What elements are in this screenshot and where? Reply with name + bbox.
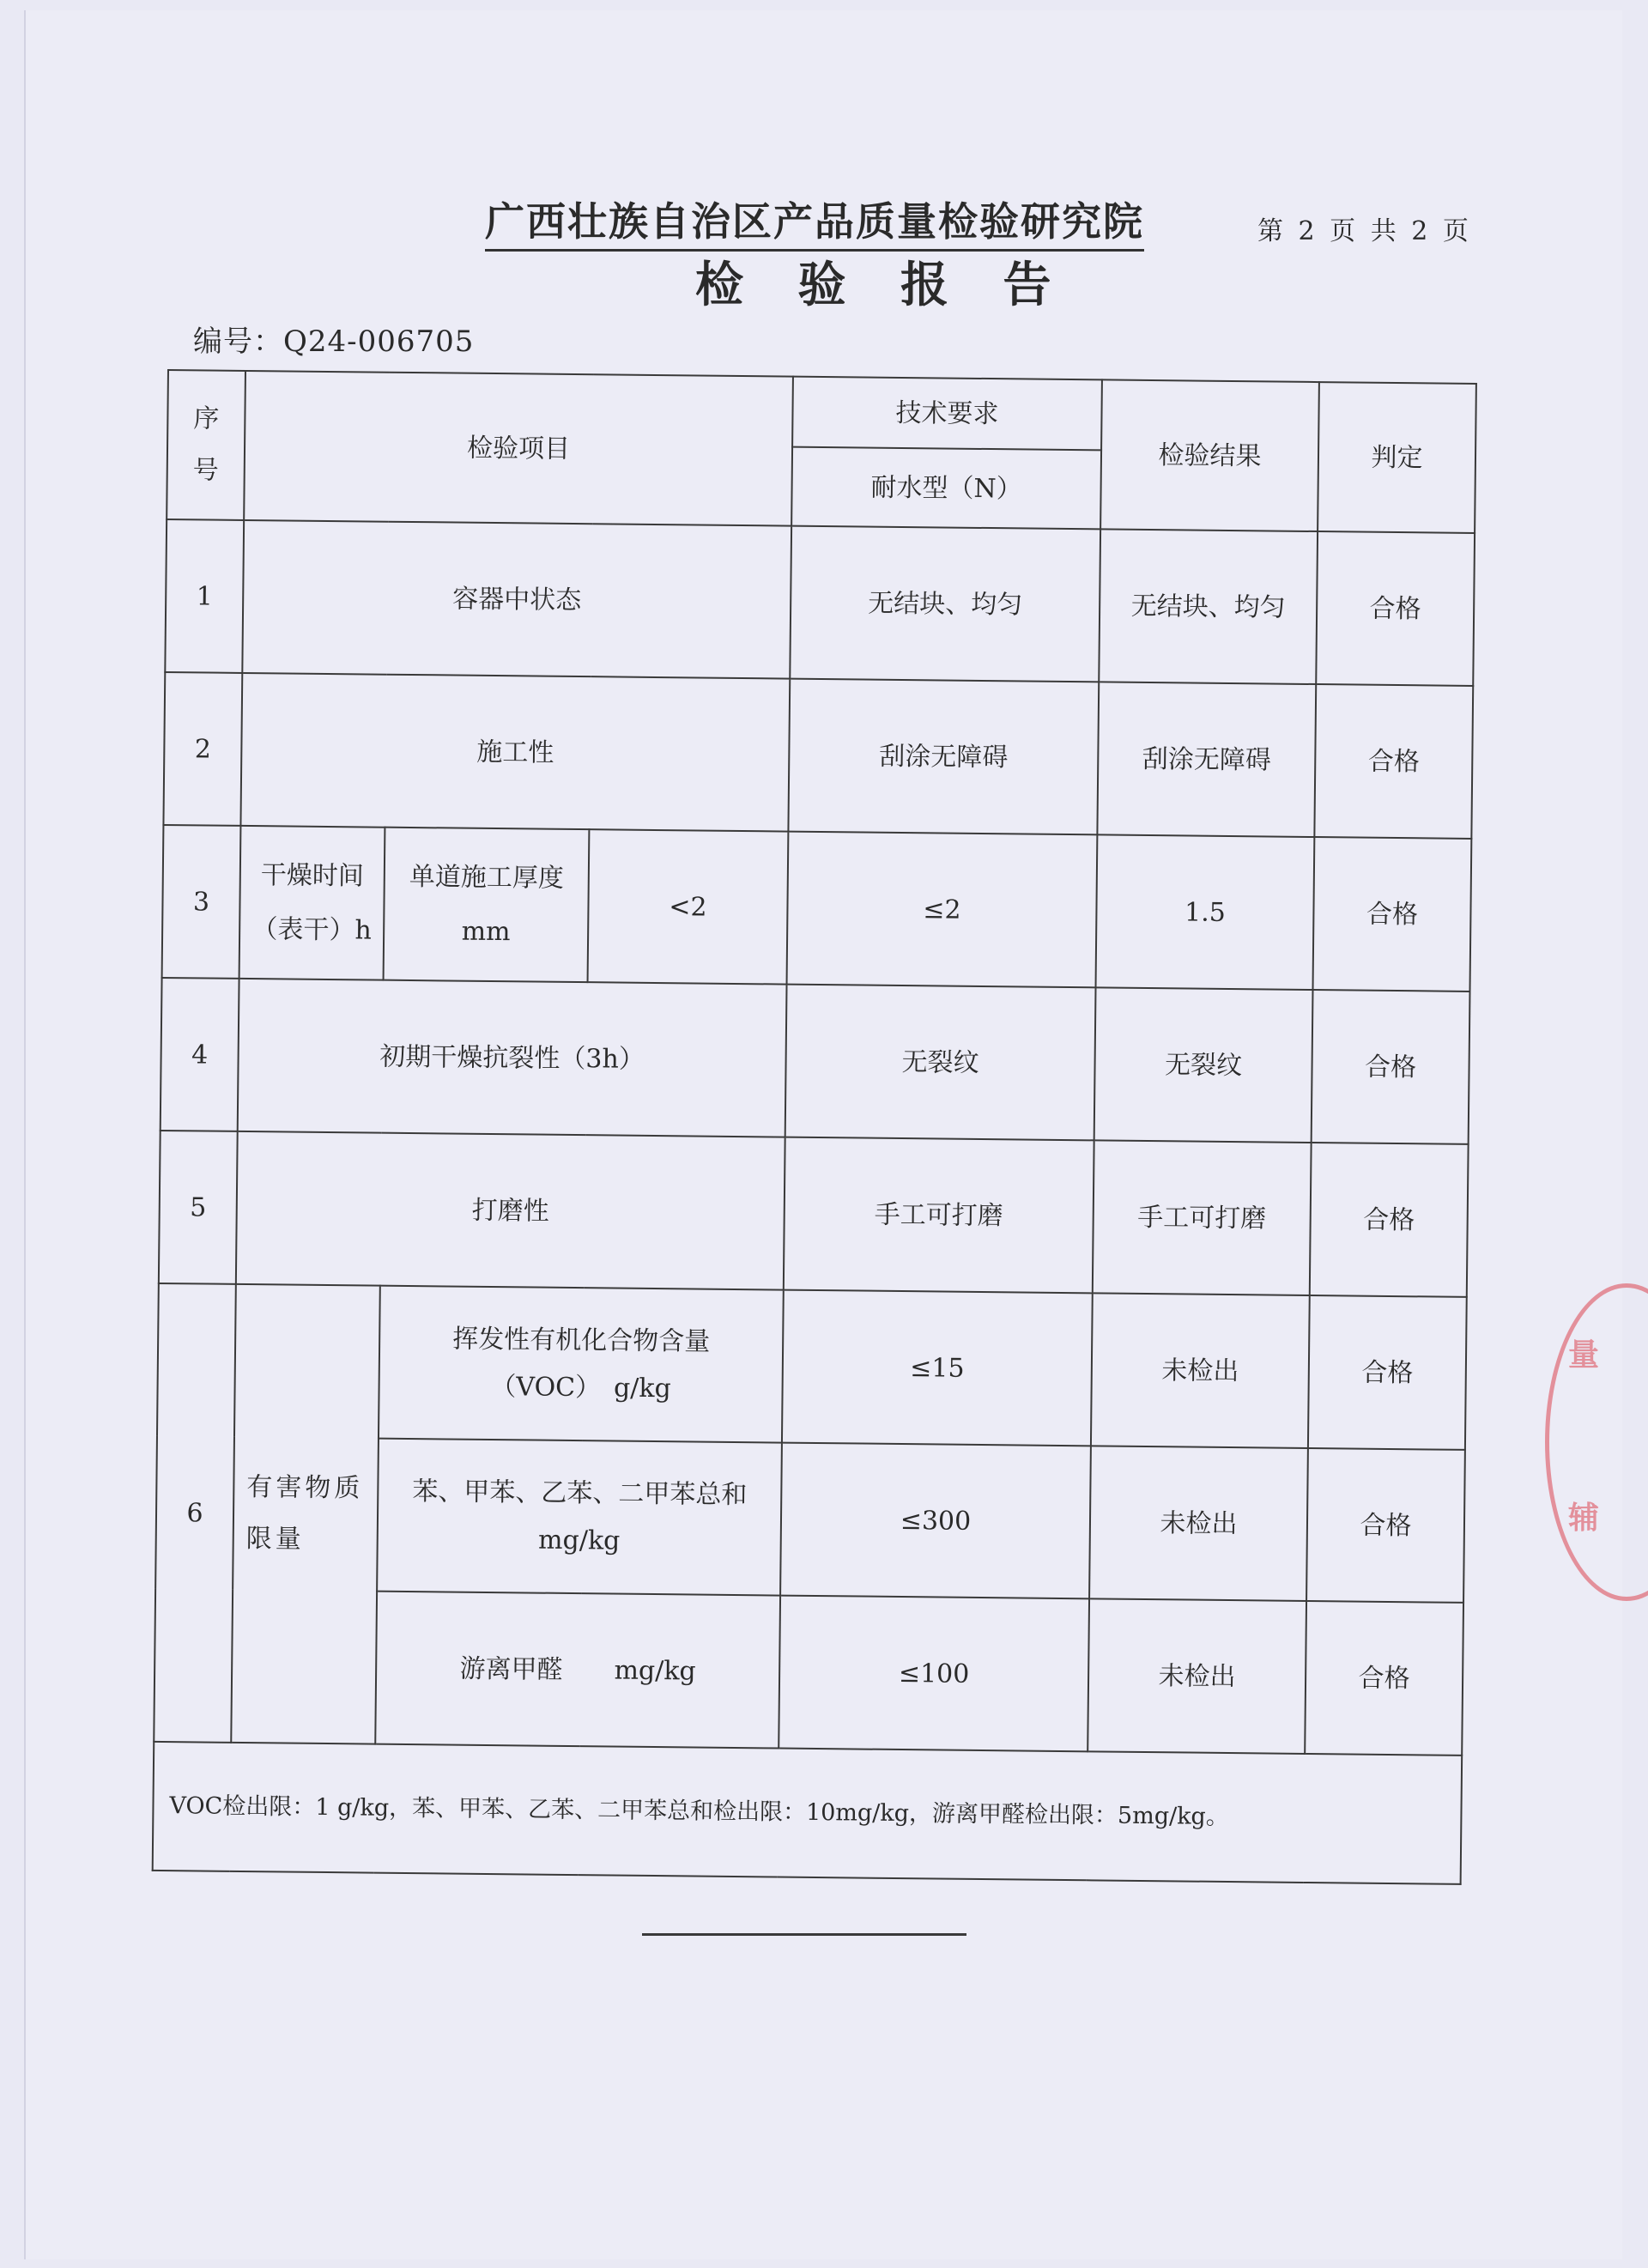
report-title: 检 验 报 告 [695, 257, 1070, 313]
row-item: 挥发性有机化合物含量 （VOC） g/kg [379, 1286, 784, 1443]
row-requirement: ≤15 [782, 1290, 1093, 1446]
header-result: 检验结果 [1100, 379, 1319, 531]
table-row [163, 672, 1473, 839]
row-result: 未检出 [1088, 1598, 1306, 1754]
row-no: 5 [159, 1131, 238, 1284]
institute-name: 广西壮族自治区产品质量检验研究院 [485, 191, 1144, 252]
header-requirement: 技术要求 [792, 377, 1102, 451]
row-requirement: 刮涂无障碍 [788, 679, 1099, 835]
table-row [159, 1131, 1469, 1297]
row-result: 无结块、均匀 [1099, 529, 1318, 684]
detection-limit-note: VOC检出限：1 g/kg，苯、甲苯、乙苯、二甲苯总和检出限：10mg/kg，游离甲醛检出限：5mg/kg。 [153, 1742, 1462, 1884]
row-item: 打磨性 [236, 1131, 785, 1290]
inspection-table [152, 369, 1477, 1885]
row-judgement: 合格 [1308, 1295, 1467, 1450]
row-requirement: 手工可打磨 [784, 1137, 1094, 1294]
row-no: 4 [161, 978, 239, 1131]
row-requirement: ≤300 [780, 1443, 1091, 1599]
row-requirement: 无裂纹 [785, 985, 1096, 1141]
row-result: 刮涂无障碍 [1097, 682, 1316, 837]
row-requirement: ≤100 [779, 1596, 1089, 1752]
row-no: 2 [163, 672, 242, 826]
row-no: 3 [162, 825, 241, 979]
seal-char: 辅 [1568, 1500, 1600, 1536]
row-item: 初期干燥抗裂性（3h） [238, 979, 787, 1137]
row-item: 施工性 [240, 673, 790, 832]
row-requirement: ≤2 [787, 832, 1098, 988]
report-number: 编号：Q24-006705 [193, 324, 475, 359]
table-row [161, 978, 1470, 1144]
row-judgement: 合格 [1312, 990, 1470, 1144]
header-row [167, 370, 1476, 454]
row-item: 容器中状态 [242, 520, 791, 679]
row-judgement: 合格 [1310, 1143, 1469, 1297]
row-judgement: 合格 [1313, 837, 1472, 991]
row-item-group: 有害物质 限量 [231, 1284, 380, 1744]
row-judgement: 合格 [1316, 531, 1475, 686]
seal-char: 量 [1568, 1337, 1600, 1373]
note-row [153, 1742, 1462, 1884]
end-line [642, 1933, 966, 1936]
row-judgement: 合格 [1306, 1448, 1465, 1603]
row-condition: <2 [588, 829, 789, 984]
header-judgement: 判定 [1318, 382, 1476, 533]
row-item: 单道施工厚度 mm [384, 828, 590, 982]
row-result: 手工可打磨 [1093, 1140, 1312, 1295]
row-result: 未检出 [1091, 1293, 1310, 1448]
row-no: 1 [165, 519, 244, 673]
row-no: 6 [154, 1283, 236, 1743]
header-item: 检验项目 [244, 371, 793, 526]
row-item: 苯、甲苯、乙苯、二甲苯总和 mg/kg [377, 1439, 782, 1596]
page-info: 第 2 页 共 2 页 [1257, 216, 1472, 246]
table-row [165, 519, 1475, 686]
row-item: 游离甲醛 mg/kg [375, 1592, 780, 1749]
row-result: 1.5 [1096, 834, 1315, 990]
row-judgement: 合格 [1305, 1601, 1463, 1756]
row-judgement: 合格 [1314, 684, 1473, 839]
table-row [157, 1283, 1467, 1450]
row-requirement: 无结块、均匀 [790, 526, 1100, 682]
row-result: 未检出 [1089, 1446, 1308, 1601]
row-item-group: 干燥时间 （表干）h [239, 826, 385, 980]
row-result: 无裂纹 [1094, 987, 1313, 1143]
header-requirement-sub: 耐水型（N） [791, 447, 1101, 530]
table-row [162, 825, 1472, 991]
header-seq: 序 号 [167, 370, 245, 520]
